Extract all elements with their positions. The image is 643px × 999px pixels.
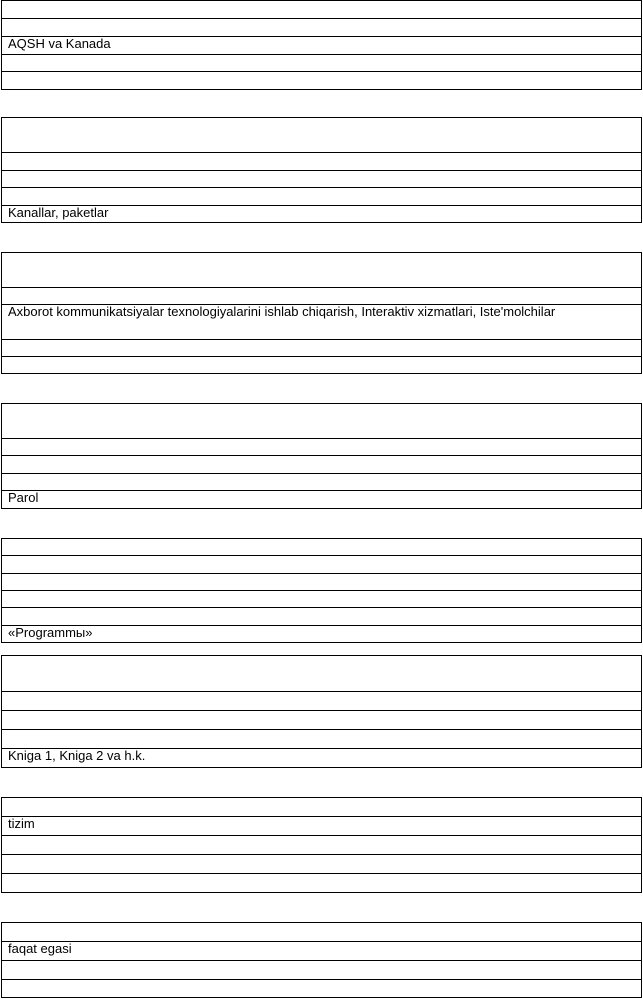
table-cell: Axborot kommunikatsiyalar texnologiyalarini ishlab chiqarish, Interaktiv xizmatlari, Iste'molchilar bbox=[2, 305, 642, 340]
answer-table-1 bbox=[1, 0, 642, 90]
table-cell bbox=[2, 153, 642, 171]
table-cell bbox=[2, 556, 642, 574]
answer-table-3 bbox=[1, 252, 642, 374]
answer-table-6 bbox=[1, 655, 642, 768]
table-cell bbox=[2, 539, 642, 556]
table-cell bbox=[2, 923, 642, 942]
table-cell bbox=[2, 357, 642, 374]
table-cell bbox=[2, 456, 642, 474]
table-cell bbox=[2, 439, 642, 456]
answer-table-8 bbox=[1, 922, 642, 998]
table-cell bbox=[2, 188, 642, 206]
table-cell bbox=[2, 656, 642, 692]
answer-table-4 bbox=[1, 403, 642, 509]
table-cell bbox=[2, 72, 642, 90]
table-cell bbox=[2, 591, 642, 608]
table-cell bbox=[2, 874, 642, 893]
table-cell: AQSH va Kanada bbox=[2, 37, 642, 55]
table-cell bbox=[2, 404, 642, 439]
table-cell bbox=[2, 836, 642, 855]
table-cell bbox=[2, 171, 642, 188]
table-cell bbox=[2, 608, 642, 626]
answer-table-7 bbox=[1, 797, 642, 893]
table-cell bbox=[2, 961, 642, 980]
table-cell bbox=[2, 980, 642, 998]
table-cell bbox=[2, 692, 642, 711]
table-cell bbox=[2, 253, 642, 288]
table-cell bbox=[2, 19, 642, 37]
table-cell: Parol bbox=[2, 491, 642, 509]
table-cell bbox=[2, 288, 642, 305]
answer-table-5 bbox=[1, 538, 642, 643]
table-cell: tizim bbox=[2, 817, 642, 836]
table-cell: «Programmы» bbox=[2, 626, 642, 643]
table-cell bbox=[2, 55, 642, 72]
table-cell: Kniga 1, Kniga 2 va h.k. bbox=[2, 749, 642, 768]
answer-table-2 bbox=[1, 117, 642, 223]
table-cell: Kanallar, paketlar bbox=[2, 206, 642, 223]
table-cell bbox=[2, 340, 642, 357]
table-cell bbox=[2, 574, 642, 591]
table-cell bbox=[2, 711, 642, 730]
table-cell bbox=[2, 474, 642, 491]
table-cell: faqat egasi bbox=[2, 942, 642, 961]
table-cell bbox=[2, 118, 642, 153]
table-cell bbox=[2, 798, 642, 817]
table-cell bbox=[2, 855, 642, 874]
table-cell bbox=[2, 730, 642, 749]
table-cell bbox=[2, 1, 642, 19]
